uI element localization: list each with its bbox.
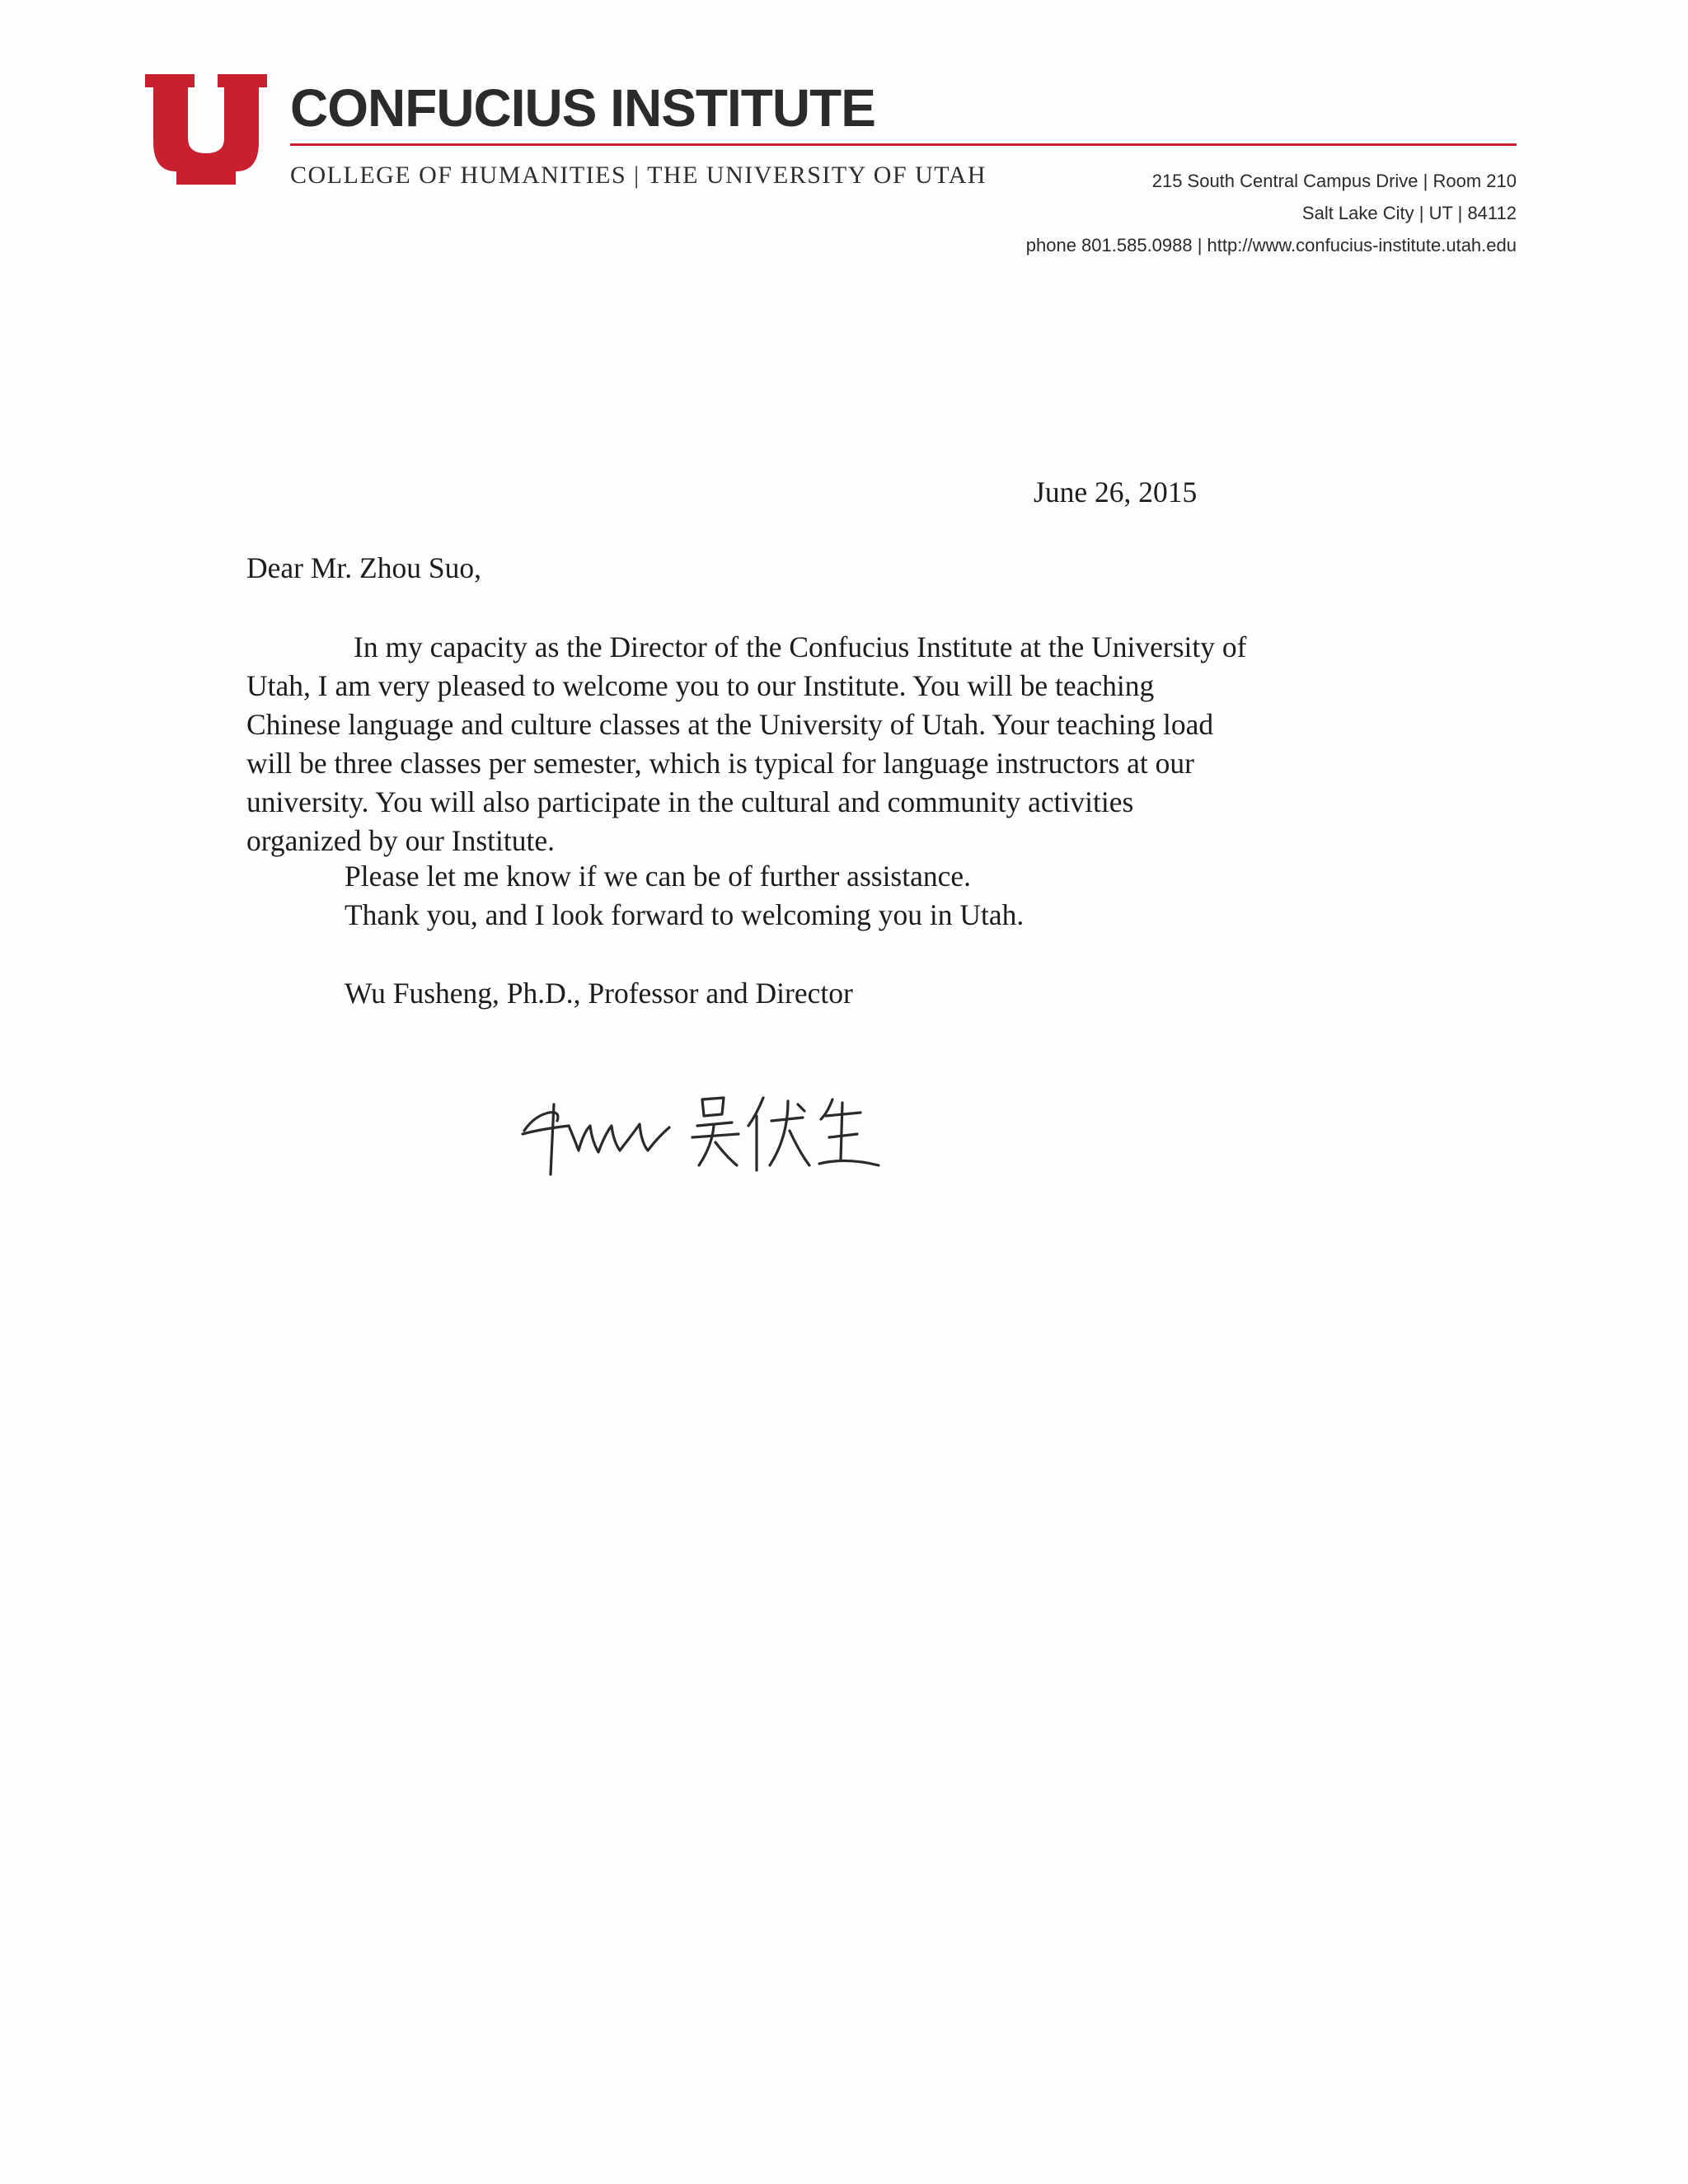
paragraph-line: organized by our Institute. — [246, 824, 555, 857]
handwritten-signature-icon — [516, 1080, 887, 1195]
institute-name: CONFUCIUS INSTITUTE — [290, 78, 875, 138]
letter-date: June 26, 2015 — [1034, 476, 1198, 509]
letterhead-rule — [290, 143, 1517, 146]
address-contact: phone 801.585.0988 | http://www.confucius-institute.utah.edu — [1025, 235, 1517, 255]
thanks-line: Thank you, and I look forward to welcoming you in Utah. — [345, 898, 1025, 931]
main-paragraph — [246, 628, 1417, 860]
college-line: COLLEGE OF HUMANITIES | THE UNIVERSITY OF UTAH — [290, 162, 987, 189]
u-logo-icon — [145, 74, 267, 185]
salutation: Dear Mr. Zhou Suo, — [246, 551, 481, 584]
university-u-logo — [145, 74, 267, 185]
address-street: 215 South Central Campus Drive | Room 210 — [1151, 171, 1517, 191]
assistance-line: Please let me know if we can be of further assistance. — [345, 860, 972, 893]
signer-name: Wu Fusheng, Ph.D., Professor and Director — [345, 977, 853, 1010]
address-block — [1026, 165, 1517, 261]
address-city: Salt Lake City | UT | 84112 — [1301, 203, 1517, 223]
paragraph-line: university. You will also participate in the cultural and community activities — [246, 785, 1134, 818]
paragraph-line: In my capacity as the Director of the Confucius Institute at the University of — [354, 630, 1247, 663]
paragraph-line: will be three classes per semester, which is typical for language instructors at our — [246, 747, 1194, 780]
signature — [516, 1080, 887, 1195]
paragraph-line: Chinese language and culture classes at the University of Utah. Your teaching load — [246, 708, 1214, 741]
paragraph-line: Utah, I am very pleased to welcome you to our Institute. You will be teaching — [246, 669, 1155, 702]
